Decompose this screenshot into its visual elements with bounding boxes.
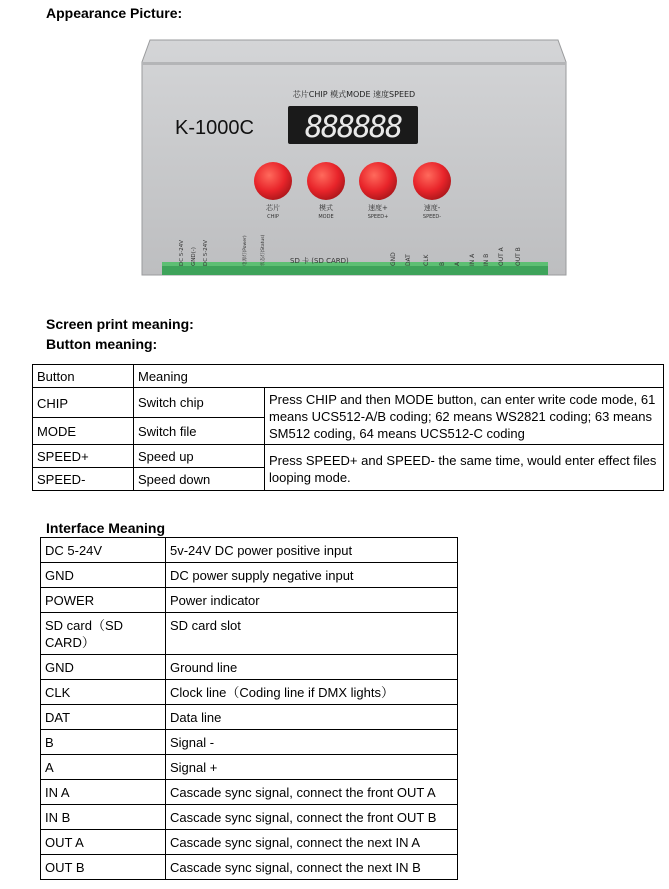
device-body <box>142 40 566 275</box>
interface-meaning-cell: Signal - <box>166 730 458 755</box>
interface-name-cell: DAT <box>41 705 166 730</box>
interface-meaning-cell: 5v-24V DC power positive input <box>166 538 458 563</box>
port-label: DAT <box>405 254 412 266</box>
port-label: OUT B <box>515 247 522 266</box>
table-row <box>41 680 458 705</box>
interface-name-cell: B <box>41 730 166 755</box>
port-label: A <box>454 261 461 266</box>
interface-meaning-cell: Clock line（Coding line if DMX lights） <box>166 680 458 705</box>
interface-name-cell: GND <box>41 655 166 680</box>
table-cell: Press SPEED+ and SPEED- the same time, would enter effect files looping mode. <box>265 445 664 491</box>
port-label: IN B <box>483 253 490 266</box>
button-label-cn: 模式 <box>319 204 333 212</box>
sd-card-label: SD 卡 (SD CARD) <box>290 257 349 265</box>
interface-meaning-cell: Cascade sync signal, connect the next IN B <box>166 855 458 880</box>
table-row <box>33 365 664 388</box>
table-cell: Press CHIP and then MODE button, can enter write code mode, 61 means UCS512-A/B coding; 62 means WS2821 coding; 63 means SM512 coding, 64 means UCS512-C coding <box>265 388 664 445</box>
table-row <box>41 588 458 613</box>
heading-screen-print: Screen print meaning: <box>46 316 194 332</box>
table-cell: SPEED+ <box>33 445 134 468</box>
table-cell: Speed up <box>134 445 265 468</box>
table-cell: MODE <box>33 417 134 444</box>
interface-meaning-cell: Cascade sync signal, connect the front OUT A <box>166 780 458 805</box>
heading-appearance: Appearance Picture: <box>46 5 183 21</box>
table-row <box>41 538 458 563</box>
interface-meaning-cell: Signal + <box>166 755 458 780</box>
interface-name-cell: POWER <box>41 588 166 613</box>
table-row <box>41 613 458 655</box>
interface-name-cell: IN A <box>41 780 166 805</box>
interface-meaning-cell: Power indicator <box>166 588 458 613</box>
table-row <box>41 830 458 855</box>
device-model: K-1000C <box>175 117 254 139</box>
port-label: DC 5-24V <box>179 239 185 266</box>
interface-name-cell: OUT A <box>41 830 166 855</box>
heading-interface: Interface Meaning <box>46 520 166 536</box>
table-cell: Switch chip <box>134 388 265 418</box>
port-label: GND(-) <box>191 247 197 266</box>
table-header-cell: Meaning <box>134 365 664 388</box>
table-cell: Speed down <box>134 468 265 491</box>
interface-meaning-cell: Data line <box>166 705 458 730</box>
interface-meaning-cell: SD card slot <box>166 613 458 655</box>
interface-name-cell: CLK <box>41 680 166 705</box>
interface-meaning-cell: Cascade sync signal, connect the next IN A <box>166 830 458 855</box>
port-label: OUT A <box>498 247 505 266</box>
interface-name-cell: DC 5-24V <box>41 538 166 563</box>
table-row <box>41 730 458 755</box>
table-row <box>33 445 664 468</box>
interface-meaning-cell: DC power supply negative input <box>166 563 458 588</box>
table-row <box>41 805 458 830</box>
table-cell: CHIP <box>33 388 134 418</box>
button-meaning-table <box>32 364 664 491</box>
table-cell: SPEED- <box>33 468 134 491</box>
button-label-cn: 速度- <box>423 204 441 212</box>
device-picture <box>0 0 669 300</box>
button-label-cn: 速度+ <box>368 204 388 212</box>
interface-meaning-table <box>40 537 458 880</box>
interface-name-cell: GND <box>41 563 166 588</box>
button-label-cn: 芯片 <box>266 204 280 212</box>
device-top-label: 芯片CHIP 模式MODE 速度SPEED <box>292 90 416 99</box>
mode-button <box>307 162 345 200</box>
interface-meaning-cell: Cascade sync signal, connect the front OUT B <box>166 805 458 830</box>
port-label: GND <box>390 252 397 266</box>
display-digits: 888888 <box>304 110 402 145</box>
table-row <box>41 705 458 730</box>
table-row <box>41 855 458 880</box>
table-row <box>41 563 458 588</box>
port-label: DC 5-24V <box>203 239 209 266</box>
table-row <box>33 388 664 418</box>
port-label: B <box>439 261 446 266</box>
button-label-en: CHIP <box>267 214 279 220</box>
button-label-en: SPEED+ <box>367 214 389 220</box>
interface-name-cell: A <box>41 755 166 780</box>
table-cell: Switch file <box>134 417 265 444</box>
interface-name-cell: OUT B <box>41 855 166 880</box>
button-label-en: SPEED- <box>422 214 442 220</box>
speed-down-button <box>413 162 451 200</box>
button-label-en: MODE <box>318 214 334 220</box>
chip-button <box>254 162 292 200</box>
table-row <box>41 655 458 680</box>
table-row <box>41 755 458 780</box>
interface-name-cell: SD card（SD CARD） <box>41 613 166 655</box>
table-row <box>41 780 458 805</box>
status-label: 状态灯(Status) <box>261 234 266 266</box>
power-label: 电源灯(Power) <box>243 235 248 266</box>
heading-button-meaning: Button meaning: <box>46 336 158 352</box>
speed-up-button <box>359 162 397 200</box>
port-label: CLK <box>423 254 430 266</box>
interface-meaning-cell: Ground line <box>166 655 458 680</box>
table-header-cell: Button <box>33 365 134 388</box>
port-label: IN A <box>469 253 476 266</box>
interface-name-cell: IN B <box>41 805 166 830</box>
